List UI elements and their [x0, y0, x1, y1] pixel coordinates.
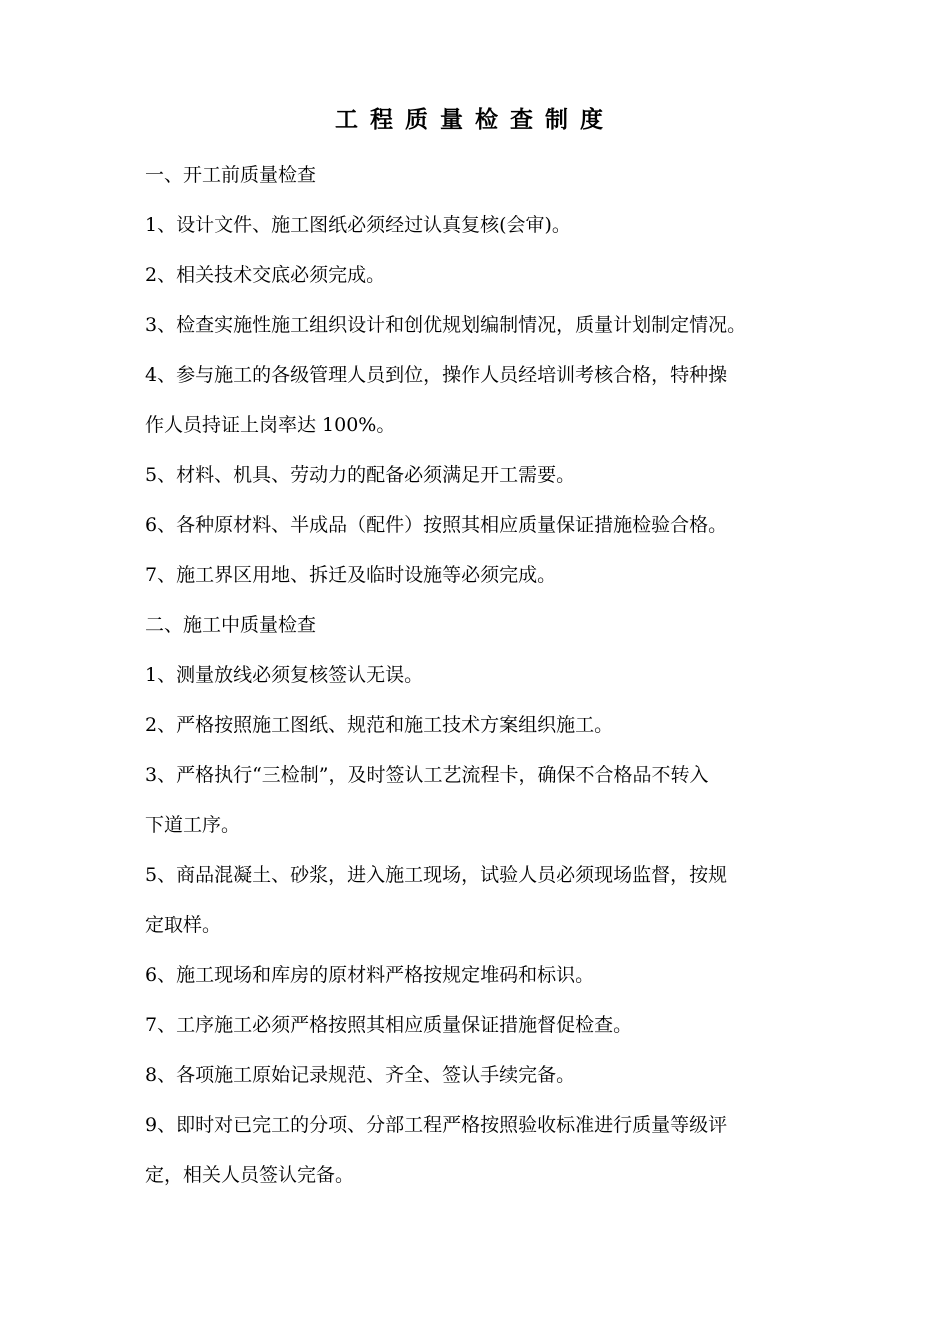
section-heading-pre-construction: 一、开工前质量检查: [145, 164, 317, 186]
section-heading-during-construction: 二、施工中质量检查: [145, 614, 317, 636]
text-line: 9、即时对已完工的分项、分部工程严格按照验收标准进行质量等级评: [145, 1114, 728, 1136]
text-line: 定，相关人员签认完备。: [145, 1164, 355, 1186]
text-line: 2、相关技术交底必须完成。: [145, 264, 386, 286]
text-line: 8、各项施工原始记录规范、齐全、签认手续完备。: [145, 1064, 576, 1086]
text-line: 作人员持证上岗率达 100%。: [145, 414, 396, 436]
text-line: 5、材料、机具、劳动力的配备必须满足开工需要。: [145, 464, 576, 486]
text-line: 下道工序。: [145, 814, 241, 836]
text-line: 6、施工现场和库房的原材料严格按规定堆码和标识。: [145, 964, 595, 986]
text-line: 4、参与施工的各级管理人员到位，操作人员经培训考核合格，特种操: [145, 364, 728, 386]
text-line: 1、设计文件、施工图纸必须经过认真复核(会审)。: [145, 214, 571, 236]
text-line: 定取样。: [145, 914, 222, 936]
text-line: 3、检查实施性施工组织设计和创优规划编制情况，质量计划制定情况。: [145, 314, 747, 336]
text-line: 3、严格执行“三检制”，及时签认工艺流程卡，确保不合格品不转入: [145, 764, 709, 786]
document-body: [145, 150, 825, 1200]
text-line: 5、商品混凝土、砂浆，进入施工现场，试验人员必须现场监督，按规: [145, 864, 728, 886]
text-line: 6、各种原材料、半成品（配件）按照其相应质量保证措施检验合格。: [145, 514, 728, 536]
text-line: 1、测量放线必须复核签认无误。: [145, 664, 424, 686]
text-line: 7、施工界区用地、拆迁及临时设施等必须完成。: [145, 564, 557, 586]
text-line: 7、工序施工必须严格按照其相应质量保证措施督促检查。: [145, 1014, 633, 1036]
text-line: 2、严格按照施工图纸、规范和施工技术方案组织施工。: [145, 714, 614, 736]
document-title: 工程质量检查制度: [335, 106, 615, 133]
